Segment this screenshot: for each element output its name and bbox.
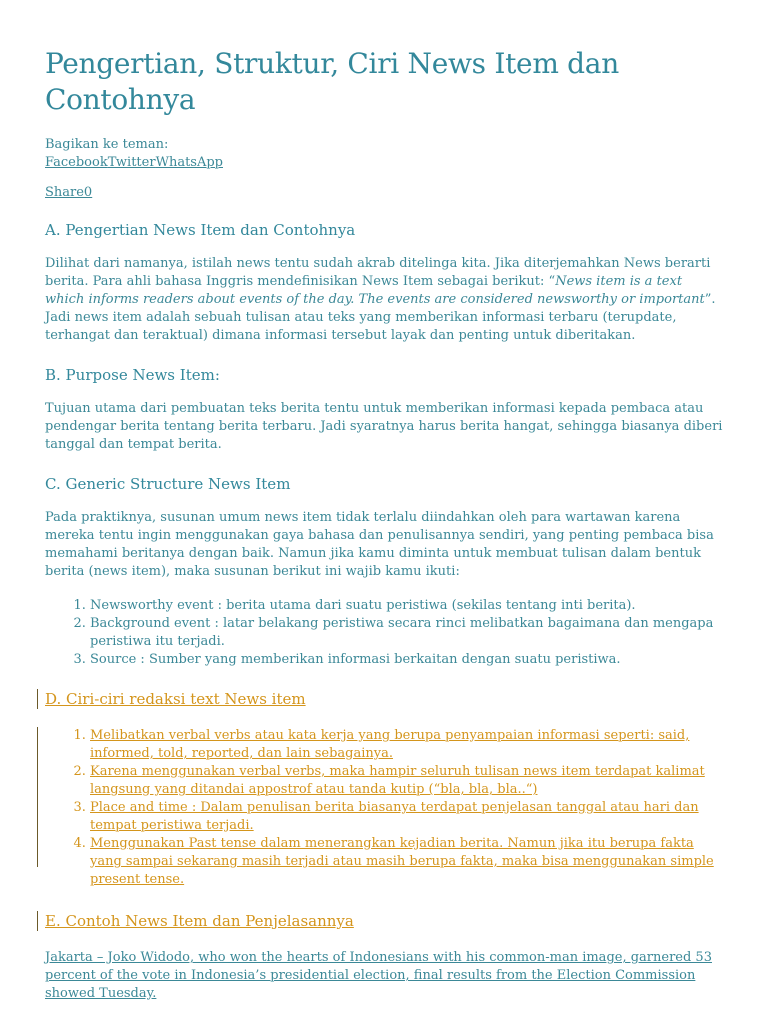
share-count-link[interactable]: Share0 [45, 185, 93, 200]
whatsapp-share-link[interactable]: WhatsApp [155, 155, 223, 170]
list-item: 3. Source : Sumber yang memberikan informasi berkaitan dengan suatu peristiwa. [90, 651, 725, 669]
share-links [45, 154, 725, 172]
section-d-heading[interactable] [45, 689, 725, 709]
section-a-text-before: Dilihat dari namanya, istilah news tentu sudah akrab ditelinga kita. Jika diterjemahkan News berarti berita. Para ahli bahasa Inggris mendefinisikan News Item sebagai berikut: “ [45, 256, 711, 289]
list-item [90, 835, 725, 889]
example-text: Jakarta – Joko Widodo, who won the hearts of Indonesians with his common-man image, garnered 53 percent of the vote in Indonesia’s presidential election, final results from the Election Commission showed Tuesday. [45, 950, 712, 1001]
section-a-text-after: ”. Jadi news item adalah sebuah tulisan atau teks yang memberikan informasi terbaru (terupdate, terhangat dan teraktual) dimana informasi tersebut layak dan penting untuk diberitakan. [45, 292, 716, 343]
list-item-text: Menggunakan Past tense dalam menerangkan kejadian berita. Namun jika itu berupa fakta yang sampai sekarang masih terjadi atau masih berupa fakta, maka bisa menggunakan simple present tense. [90, 836, 714, 887]
list-item-text: Place and time : Dalam penulisan berita biasanya terdapat penjelasan tanggal atau hari dan tempat peristiwa terjadi. [90, 800, 699, 833]
list-item [90, 763, 725, 799]
section-b-heading: B. Purpose News Item: [45, 366, 220, 384]
share-count [45, 184, 725, 202]
section-b-paragraph: Tujuan utama dari pembuatan teks berita tentu untuk memberikan informasi kepada pembaca atau pendengar berita tentang berita terbaru. Jadi syaratnya harus berita hangat, sehingga biasanya diberi tanggal dan tempat berita. [45, 401, 723, 452]
list-item: 1. Newsworthy event : berita utama dari suatu peristiwa (sekilas tentang inti berita). [90, 597, 725, 615]
section-d-heading-text: D. Ciri-ciri redaksi text News item [45, 690, 306, 708]
list-item: 2. Background event : latar belakang peristiwa secara rinci melibatkan bagaimana dan mengapa peristiwa itu terjadi. [90, 615, 725, 651]
section-a-heading: A. Pengertian News Item dan Contohnya [45, 221, 356, 239]
section-a-paragraph [45, 255, 725, 345]
share-label: Bagikan ke teman: [45, 137, 169, 152]
list-item-text: Melibatkan verbal verbs atau kata kerja yang berupa penyampaian informasi seperti: said, informed, told, reported, dan lain sebagainya. [90, 728, 690, 761]
section-e-paragraph[interactable] [45, 949, 725, 1003]
page-title: Pengertian, Struktur, Ciri News Item dan Contohnya [45, 47, 619, 116]
section-c-paragraph: Pada praktiknya, susunan umum news item tidak terlalu diindahkan oleh para wartawan karena mereka tentu ingin menggunakan gaya bahasa dan penulisannya sendiri, yang penting pembaca bisa memahami beritanya dengan baik. Namun jika kamu diminta untuk membuat tulisan dalam bentuk berita (news item), maka susunan berikut ini wajib kamu ikuti: [45, 510, 714, 579]
characteristics-list[interactable] [45, 727, 725, 889]
list-item [90, 727, 725, 763]
article [45, 46, 725, 1003]
section-e-heading[interactable] [45, 911, 725, 931]
twitter-share-link[interactable]: Twitter [107, 155, 156, 170]
section-e-heading-text: E. Contoh News Item dan Penjelasannya [45, 912, 354, 930]
section-c-heading: C. Generic Structure News Item [45, 475, 291, 493]
structure-list [45, 597, 725, 669]
selection-marker [37, 727, 38, 867]
list-item-text: Karena menggunakan verbal verbs, maka hampir seluruh tulisan news item terdapat kalimat langsung yang ditandai appostrof atau tanda kutip (“bla, bla, bla..“) [90, 764, 705, 797]
list-item [90, 799, 725, 835]
facebook-share-link[interactable]: Facebook [45, 155, 108, 170]
section-a-quote: News item is a text which informs readers about events of the day. The events are considered newsworthy or important [45, 274, 705, 307]
